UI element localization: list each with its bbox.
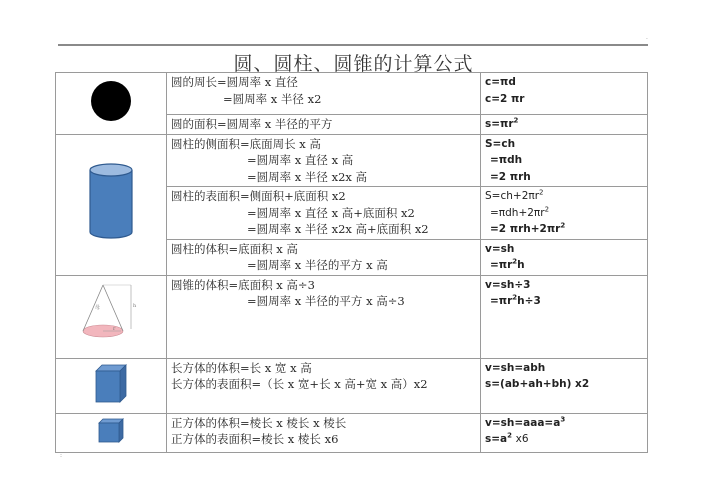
circle-icon: [89, 79, 133, 123]
marker-dot: :: [60, 452, 63, 459]
formula-cell: v=sh÷3 $=\pi r^2h\div 3$: [481, 275, 648, 358]
shape-cell: [56, 275, 167, 358]
formula-line: =πdh: [490, 154, 523, 166]
description-cell: [167, 413, 481, 452]
description-line: 圆锥的体积=底面积 x 高÷3: [171, 277, 315, 292]
svg-text:h: h: [133, 303, 137, 310]
table-row: [56, 73, 648, 115]
table-row: [56, 413, 648, 452]
cylinder-icon: [86, 162, 136, 242]
svg-text:母: 母: [95, 305, 101, 312]
cone-icon: [81, 283, 141, 345]
formula-line: =2 πrh: [490, 170, 531, 183]
shape-cell: [56, 134, 167, 275]
formula-cell: [481, 358, 648, 413]
table-row: [56, 275, 648, 358]
formula-line: v=sh: [485, 242, 515, 255]
description-cell: [167, 134, 481, 187]
svg-text:r: r: [113, 326, 116, 333]
formula-line: c=2 πr: [485, 92, 525, 105]
cuboid-icon: [94, 363, 128, 403]
description-cell: [167, 187, 481, 240]
formula-cell: $S=ch+2\pi r^2$ $=\pi dh+2\pi r^2$ =2 $\pi rh+2\pi r^2$: [481, 187, 648, 240]
formula-line: v=sh÷3: [485, 278, 531, 291]
description-cell: [167, 358, 481, 413]
formula-cell: v=sh $=\pi r^2h$: [481, 239, 648, 275]
description-line: 圆的面积=圆周率 x 半径的平方: [171, 117, 333, 131]
description-line: 长方体的表面积=（长 x 宽+长 x 高+宽 x 高）x2: [171, 377, 428, 391]
formula-line: c=πd: [485, 76, 516, 88]
table-row: [56, 134, 648, 187]
formula-cell: $s=\pi r^2$: [481, 115, 648, 135]
formula-line: v=sh=abh: [485, 361, 546, 374]
description-line: 圆柱的体积=底面积 x 高: [171, 241, 298, 256]
description-line: =圆周率 x 半径 x2x 高+底面积 x2: [247, 222, 429, 236]
page-title: 圆、圆柱、圆锥的计算公式: [233, 53, 474, 75]
description-line: =圆周率 x 半径的平方 x 高: [247, 258, 388, 272]
description-line: 长方体的体积=长 x 宽 x 高: [171, 360, 312, 375]
formula-line: S=ch: [485, 137, 516, 150]
description-cell: [167, 115, 481, 135]
description-line: 圆的周长=圆周率 x 直径: [171, 75, 298, 89]
description-line: =圆周率 x 直径 x 高: [247, 153, 354, 167]
shape-cell: [56, 73, 167, 135]
description-line: =圆周率 x 半径 x2x 高: [247, 169, 368, 184]
formula-table: [55, 72, 648, 453]
description-line: =圆周率 x 直径 x 高+底面积 x2: [247, 205, 415, 220]
table-row: [56, 358, 648, 413]
header-rule: [58, 44, 648, 46]
formula-cell: [481, 73, 648, 115]
description-cell: [167, 275, 481, 358]
description-cell: [167, 73, 481, 115]
description-line: 圆柱的表面积=侧面积+底面积 x2: [171, 189, 346, 203]
description-line: 圆柱的侧面积=底面周长 x 高: [171, 136, 321, 151]
description-line: =圆周率 x 半径 x2: [223, 91, 322, 106]
marker-dot: ·: [646, 36, 648, 43]
formula-line: s=(ab+ah+bh) x2: [485, 378, 590, 390]
description-line: 正方体的表面积=棱长 x 棱长 x6: [171, 432, 339, 446]
description-line: 正方体的体积=棱长 x 棱长 x 棱长: [171, 415, 347, 430]
shape-cell: [56, 358, 167, 413]
shape-cell: [56, 413, 167, 452]
cube-icon: [97, 417, 125, 443]
formula-cell: $v=sh=aaa=a^3$ $s=a^2$ x6: [481, 413, 648, 452]
description-cell: [167, 239, 481, 275]
description-line: =圆周率 x 半径的平方 x 高÷3: [247, 294, 405, 308]
formula-cell: [481, 134, 648, 187]
